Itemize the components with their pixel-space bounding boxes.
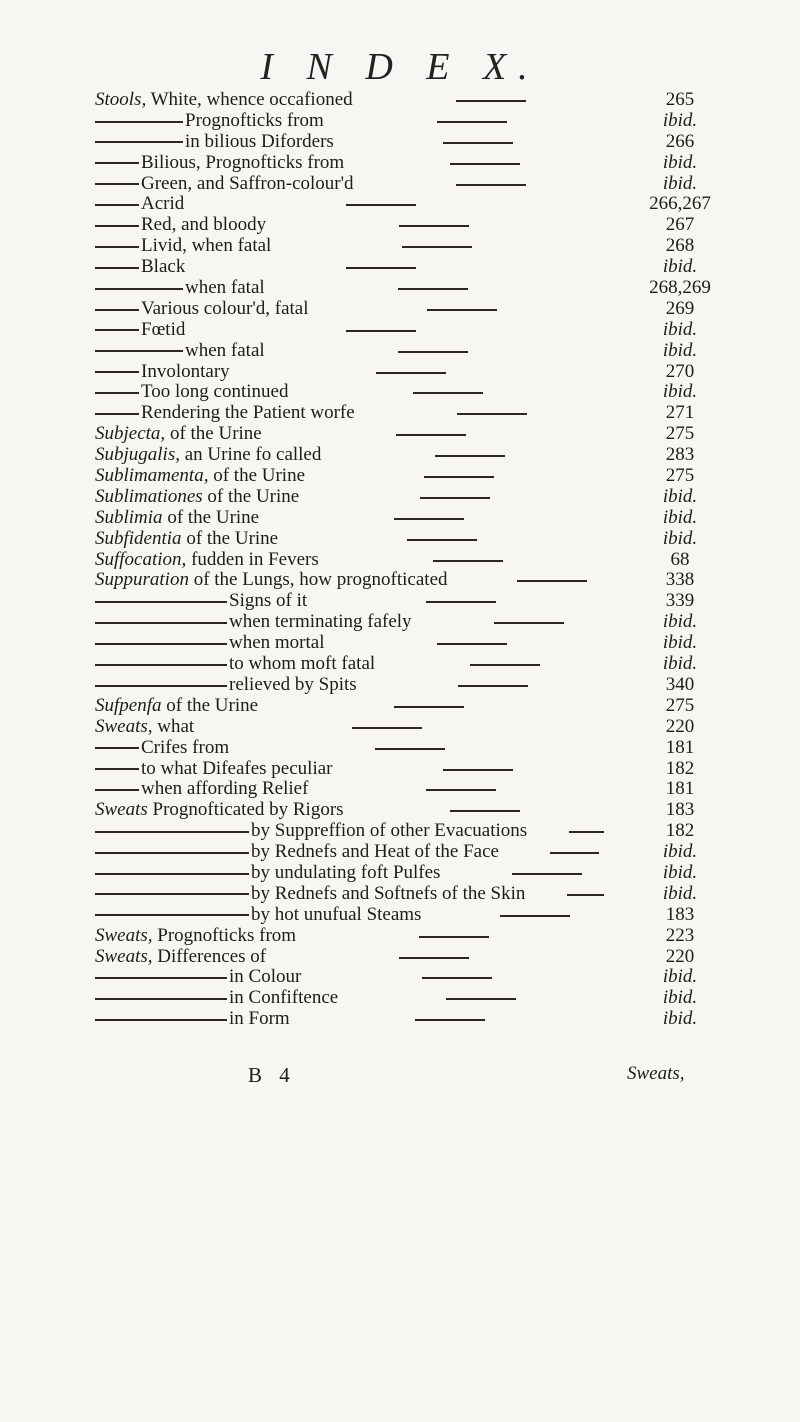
leader-line	[470, 664, 540, 666]
entry-text	[95, 256, 185, 277]
entry-text	[95, 946, 266, 967]
ditto-dash	[95, 162, 139, 164]
entry-label: when fatal	[185, 277, 265, 299]
entry-text	[95, 799, 344, 820]
ditto-dash	[95, 267, 139, 269]
ditto-dash	[95, 664, 227, 666]
page-number: 220	[665, 715, 695, 737]
leader-line	[569, 831, 605, 833]
entry-label: relieved by Spits	[229, 673, 357, 695]
entry-text	[95, 361, 230, 382]
entry-label: Involontary	[141, 360, 230, 382]
index-entry	[95, 738, 735, 759]
entry-label: Bilious, Prognofticks from	[141, 151, 345, 173]
index-entry	[95, 1009, 735, 1030]
leader-line	[394, 706, 464, 708]
leader-line	[352, 727, 422, 729]
leader-line	[457, 413, 527, 415]
page-number: 265	[665, 89, 695, 110]
entry-text	[95, 778, 308, 799]
index-entry	[95, 257, 735, 278]
entry-label: by Rednefs and Heat of the Face	[251, 841, 499, 863]
entry-text	[95, 716, 194, 737]
leader-line	[413, 392, 483, 394]
ditto-dash	[95, 622, 227, 624]
index-entry	[95, 675, 735, 696]
entry-label: Various colour'd, fatal	[141, 297, 309, 319]
index-entries	[95, 90, 735, 1030]
entry-label: of the Lungs, how prognofticated	[188, 569, 448, 591]
index-entry	[95, 570, 735, 591]
entry-text	[95, 423, 262, 444]
entry-text	[95, 298, 309, 319]
entry-label: by hot unufual Steams	[251, 903, 422, 925]
leader-line	[346, 204, 416, 206]
index-entry	[95, 550, 735, 571]
page-number: 267	[665, 214, 695, 236]
leader-line	[415, 1019, 485, 1021]
index-entry	[95, 153, 735, 174]
entry-label: in Colour	[229, 966, 302, 988]
index-entry	[95, 382, 735, 403]
leader-line	[422, 977, 492, 979]
page-number: 283	[665, 444, 695, 466]
index-entry	[95, 967, 735, 988]
page-number: ibid.	[662, 256, 698, 278]
ditto-dash	[95, 1019, 227, 1021]
page-number: ibid.	[662, 987, 698, 1009]
leader-line	[394, 518, 464, 520]
entry-label: in Form	[229, 1008, 290, 1030]
entry-text	[95, 904, 421, 925]
entry-text	[95, 193, 184, 214]
page-number: ibid.	[662, 841, 698, 863]
page-number: ibid.	[662, 653, 698, 675]
entry-head: Subjugalis,	[95, 444, 180, 466]
entry-label: Green, and Saffron-colour'd	[141, 172, 354, 194]
index-entry	[95, 362, 735, 383]
ditto-dash	[95, 789, 139, 791]
index-entry	[95, 424, 735, 445]
page-heading: I N D E X.	[260, 46, 540, 88]
index-entry	[95, 779, 735, 800]
leader-line	[456, 100, 526, 102]
page-number: 183	[665, 799, 695, 821]
page-number: 268	[665, 235, 695, 257]
ditto-dash	[95, 225, 139, 227]
entry-text	[95, 737, 229, 758]
page-number: 270	[665, 360, 695, 382]
entry-head: Suppuration	[95, 569, 189, 591]
entry-head: Sufpenfa	[95, 694, 162, 716]
entry-label: Prognofticks from	[152, 924, 297, 946]
leader-line	[512, 873, 582, 875]
index-entry	[95, 842, 735, 863]
page-number: ibid.	[662, 966, 698, 988]
page-number: 220	[665, 945, 695, 967]
ditto-dash	[95, 852, 249, 854]
entry-text	[95, 277, 265, 298]
index-entry	[95, 800, 735, 821]
entry-label: Signs of it	[229, 590, 308, 612]
index-entry	[95, 445, 735, 466]
leader-line	[375, 748, 445, 750]
index-entry	[95, 612, 735, 633]
entry-label: Prognofticated by Rigors	[147, 799, 344, 821]
page-number: 268,269	[649, 277, 711, 299]
entry-label: by Rednefs and Softnefs of the Skin	[251, 882, 526, 904]
entry-label: to whom moft fatal	[229, 653, 376, 675]
ditto-dash	[95, 413, 139, 415]
page-number: 339	[665, 590, 695, 612]
page-number: ibid.	[662, 109, 698, 131]
leader-line	[443, 769, 513, 771]
entry-text	[95, 841, 499, 862]
page-number: ibid.	[662, 318, 698, 340]
leader-line	[398, 288, 468, 290]
entry-text	[95, 1008, 290, 1029]
leader-line	[407, 539, 477, 541]
page-number: ibid.	[662, 151, 698, 173]
leader-line	[426, 789, 496, 791]
ditto-dash	[95, 998, 227, 1000]
ditto-dash	[95, 747, 139, 749]
index-entry	[95, 132, 735, 153]
index-entry	[95, 299, 735, 320]
entry-text	[95, 152, 344, 173]
entry-label: Fœtid	[141, 318, 186, 340]
page-number: 183	[665, 903, 695, 925]
page-number: 223	[665, 924, 695, 946]
entry-text	[95, 820, 527, 841]
page-number: ibid.	[662, 1008, 698, 1030]
entry-head: Sweats	[95, 799, 148, 821]
index-entry	[95, 905, 735, 926]
entry-label: by undulating foft Pulfes	[251, 861, 441, 883]
page-number: ibid.	[662, 485, 698, 507]
page-number: ibid.	[662, 882, 698, 904]
index-entry	[95, 884, 735, 905]
page-number: 68	[670, 548, 690, 570]
entry-text	[95, 131, 334, 152]
entry-text	[95, 465, 305, 486]
ditto-dash	[95, 141, 183, 143]
entry-text	[95, 173, 354, 194]
leader-line	[517, 580, 587, 582]
entry-text	[95, 569, 448, 590]
entry-label: Differences of	[152, 945, 267, 967]
entry-label: when mortal	[229, 632, 325, 654]
page-number: 269	[665, 297, 695, 319]
entry-text	[95, 486, 299, 507]
page-number: 266	[665, 130, 695, 152]
entry-label: fudden in Fevers	[186, 548, 319, 570]
entry-label: Red, and bloody	[141, 214, 267, 236]
leader-line	[426, 601, 496, 603]
index-entry	[95, 90, 735, 111]
page-number: ibid.	[662, 381, 698, 403]
index-entry	[95, 926, 735, 947]
entry-label: Acrid	[141, 193, 185, 215]
ditto-dash	[95, 183, 139, 185]
index-entry	[95, 487, 735, 508]
entry-label: Too long continued	[141, 381, 289, 403]
index-entry	[95, 863, 735, 884]
leader-line	[419, 936, 489, 938]
entry-label: in Confiftence	[229, 987, 339, 1009]
entry-head: Subjecta,	[95, 423, 166, 445]
page-number: 181	[665, 736, 695, 758]
entry-text	[95, 381, 288, 402]
entry-text	[95, 110, 324, 131]
entry-label: of the Urine	[181, 527, 279, 549]
entry-label: Rendering the Patient worfe	[141, 402, 355, 424]
catchword: Sweats,	[627, 1063, 685, 1084]
page-number: ibid.	[662, 506, 698, 528]
leader-line	[456, 184, 526, 186]
index-entry	[95, 236, 735, 257]
leader-line	[437, 643, 507, 645]
signature-mark: B 4	[248, 1063, 296, 1087]
ditto-dash	[95, 685, 227, 687]
entry-label: when fatal	[185, 339, 265, 361]
entry-head: Sweats,	[95, 715, 153, 737]
leader-line	[567, 894, 603, 896]
ditto-dash	[95, 643, 227, 645]
entry-text	[95, 235, 271, 256]
page-number: 275	[665, 694, 695, 716]
entry-label: in bilious Diforders	[185, 130, 334, 152]
leader-line	[427, 309, 497, 311]
ditto-dash	[95, 977, 227, 979]
index-entry	[95, 215, 735, 236]
leader-line	[494, 622, 564, 624]
entry-label: Prognofticks from	[185, 109, 324, 131]
entry-label: when terminating fafely	[229, 611, 412, 633]
entry-head: Stools,	[95, 89, 147, 110]
leader-line	[402, 246, 472, 248]
page-number: ibid.	[662, 611, 698, 633]
entry-label: what	[152, 715, 195, 737]
index-entry	[95, 278, 735, 299]
leader-line	[346, 267, 416, 269]
entry-head: Suffocation,	[95, 548, 187, 570]
index-entry	[95, 466, 735, 487]
page-number: 275	[665, 423, 695, 445]
leader-line	[550, 852, 598, 854]
ditto-dash	[95, 873, 249, 875]
entry-text	[95, 966, 301, 987]
entry-text	[95, 674, 357, 695]
index-entry	[95, 717, 735, 738]
entry-text	[95, 862, 440, 883]
entry-text	[95, 444, 321, 465]
index-entry	[95, 341, 735, 362]
entry-text	[95, 319, 185, 340]
leader-line	[443, 142, 513, 144]
ditto-dash	[95, 288, 183, 290]
leader-line	[435, 455, 505, 457]
leader-line	[420, 497, 490, 499]
leader-line	[437, 121, 507, 123]
ditto-dash	[95, 350, 183, 352]
entry-text	[95, 883, 525, 904]
page-number: ibid.	[662, 861, 698, 883]
entry-text	[95, 214, 266, 235]
leader-line	[433, 560, 503, 562]
entry-label: of the Urine	[165, 423, 262, 445]
index-entry	[95, 759, 735, 780]
leader-line	[398, 351, 468, 353]
index-entry	[95, 320, 735, 341]
index-entry	[95, 633, 735, 654]
leader-line	[458, 685, 528, 687]
entry-text	[95, 507, 259, 528]
index-entry	[95, 403, 735, 424]
index-entry	[95, 696, 735, 717]
ditto-dash	[95, 831, 249, 833]
ditto-dash	[95, 768, 139, 770]
page-number: ibid.	[662, 339, 698, 361]
page-number: 275	[665, 465, 695, 487]
ditto-dash	[95, 392, 139, 394]
page-number: 340	[665, 673, 695, 695]
leader-line	[396, 434, 466, 436]
entry-text	[95, 590, 307, 611]
ditto-dash	[95, 246, 139, 248]
entry-label: White, whence occafioned	[146, 89, 353, 110]
entry-label: when affording Relief	[141, 778, 309, 800]
leader-line	[450, 810, 520, 812]
entry-label: by Suppreffion of other Evacuations	[251, 820, 528, 842]
index-entry	[95, 591, 735, 612]
leader-line	[424, 476, 494, 478]
index-entry	[95, 529, 735, 550]
entry-text	[95, 987, 338, 1008]
index-entry	[95, 821, 735, 842]
page-number: ibid.	[662, 632, 698, 654]
entry-head: Sweats,	[95, 924, 153, 946]
entry-head: Sweats,	[95, 945, 153, 967]
leader-line	[376, 372, 446, 374]
entry-text	[95, 340, 265, 361]
ditto-dash	[95, 309, 139, 311]
page-number: 338	[665, 569, 695, 591]
entry-label: Crifes from	[141, 736, 230, 758]
leader-line	[446, 998, 516, 1000]
leader-line	[399, 225, 469, 227]
entry-head: Sublimamenta,	[95, 465, 209, 487]
entry-head: Subfidentia	[95, 527, 182, 549]
index-entry	[95, 111, 735, 132]
entry-text	[95, 925, 296, 946]
entry-head: Sublimia	[95, 506, 163, 528]
entry-text	[95, 758, 333, 779]
ditto-dash	[95, 914, 249, 916]
page-number: 181	[665, 778, 695, 800]
leader-line	[399, 957, 469, 959]
index-entry	[95, 194, 735, 215]
entry-label: to what Difeafes peculiar	[141, 757, 333, 779]
entry-text	[95, 653, 375, 674]
page-number: ibid.	[662, 172, 698, 194]
index-entry	[95, 947, 735, 968]
ditto-dash	[95, 204, 139, 206]
page-number: 182	[665, 820, 695, 842]
entry-label: Livid, when fatal	[141, 235, 272, 257]
index-entry	[95, 654, 735, 675]
leader-line	[450, 163, 520, 165]
page-number: 271	[665, 402, 695, 424]
entry-head: Sublimationes	[95, 485, 203, 507]
ditto-dash	[95, 371, 139, 373]
entry-label: an Urine fo called	[179, 444, 322, 466]
entry-text	[95, 695, 258, 716]
entry-text	[95, 632, 325, 653]
leader-line	[500, 915, 570, 917]
entry-label: of the Urine	[161, 694, 259, 716]
entry-text	[95, 549, 319, 570]
entry-text	[95, 89, 353, 110]
ditto-dash	[95, 893, 249, 895]
entry-label: of the Urine	[162, 506, 260, 528]
entry-label: Black	[141, 256, 186, 278]
ditto-dash	[95, 601, 227, 603]
page-number: 182	[665, 757, 695, 779]
entry-text	[95, 611, 412, 632]
ditto-dash	[95, 121, 183, 123]
entry-label: of the Urine	[208, 465, 306, 487]
index-entry	[95, 988, 735, 1009]
page-number: 266,267	[649, 193, 711, 215]
page-number: ibid.	[662, 527, 698, 549]
entry-text	[95, 402, 355, 423]
leader-line	[346, 330, 416, 332]
entry-label: of the Urine	[202, 485, 300, 507]
index-entry	[95, 508, 735, 529]
index-entry	[95, 174, 735, 195]
ditto-dash	[95, 329, 139, 331]
entry-text	[95, 528, 278, 549]
